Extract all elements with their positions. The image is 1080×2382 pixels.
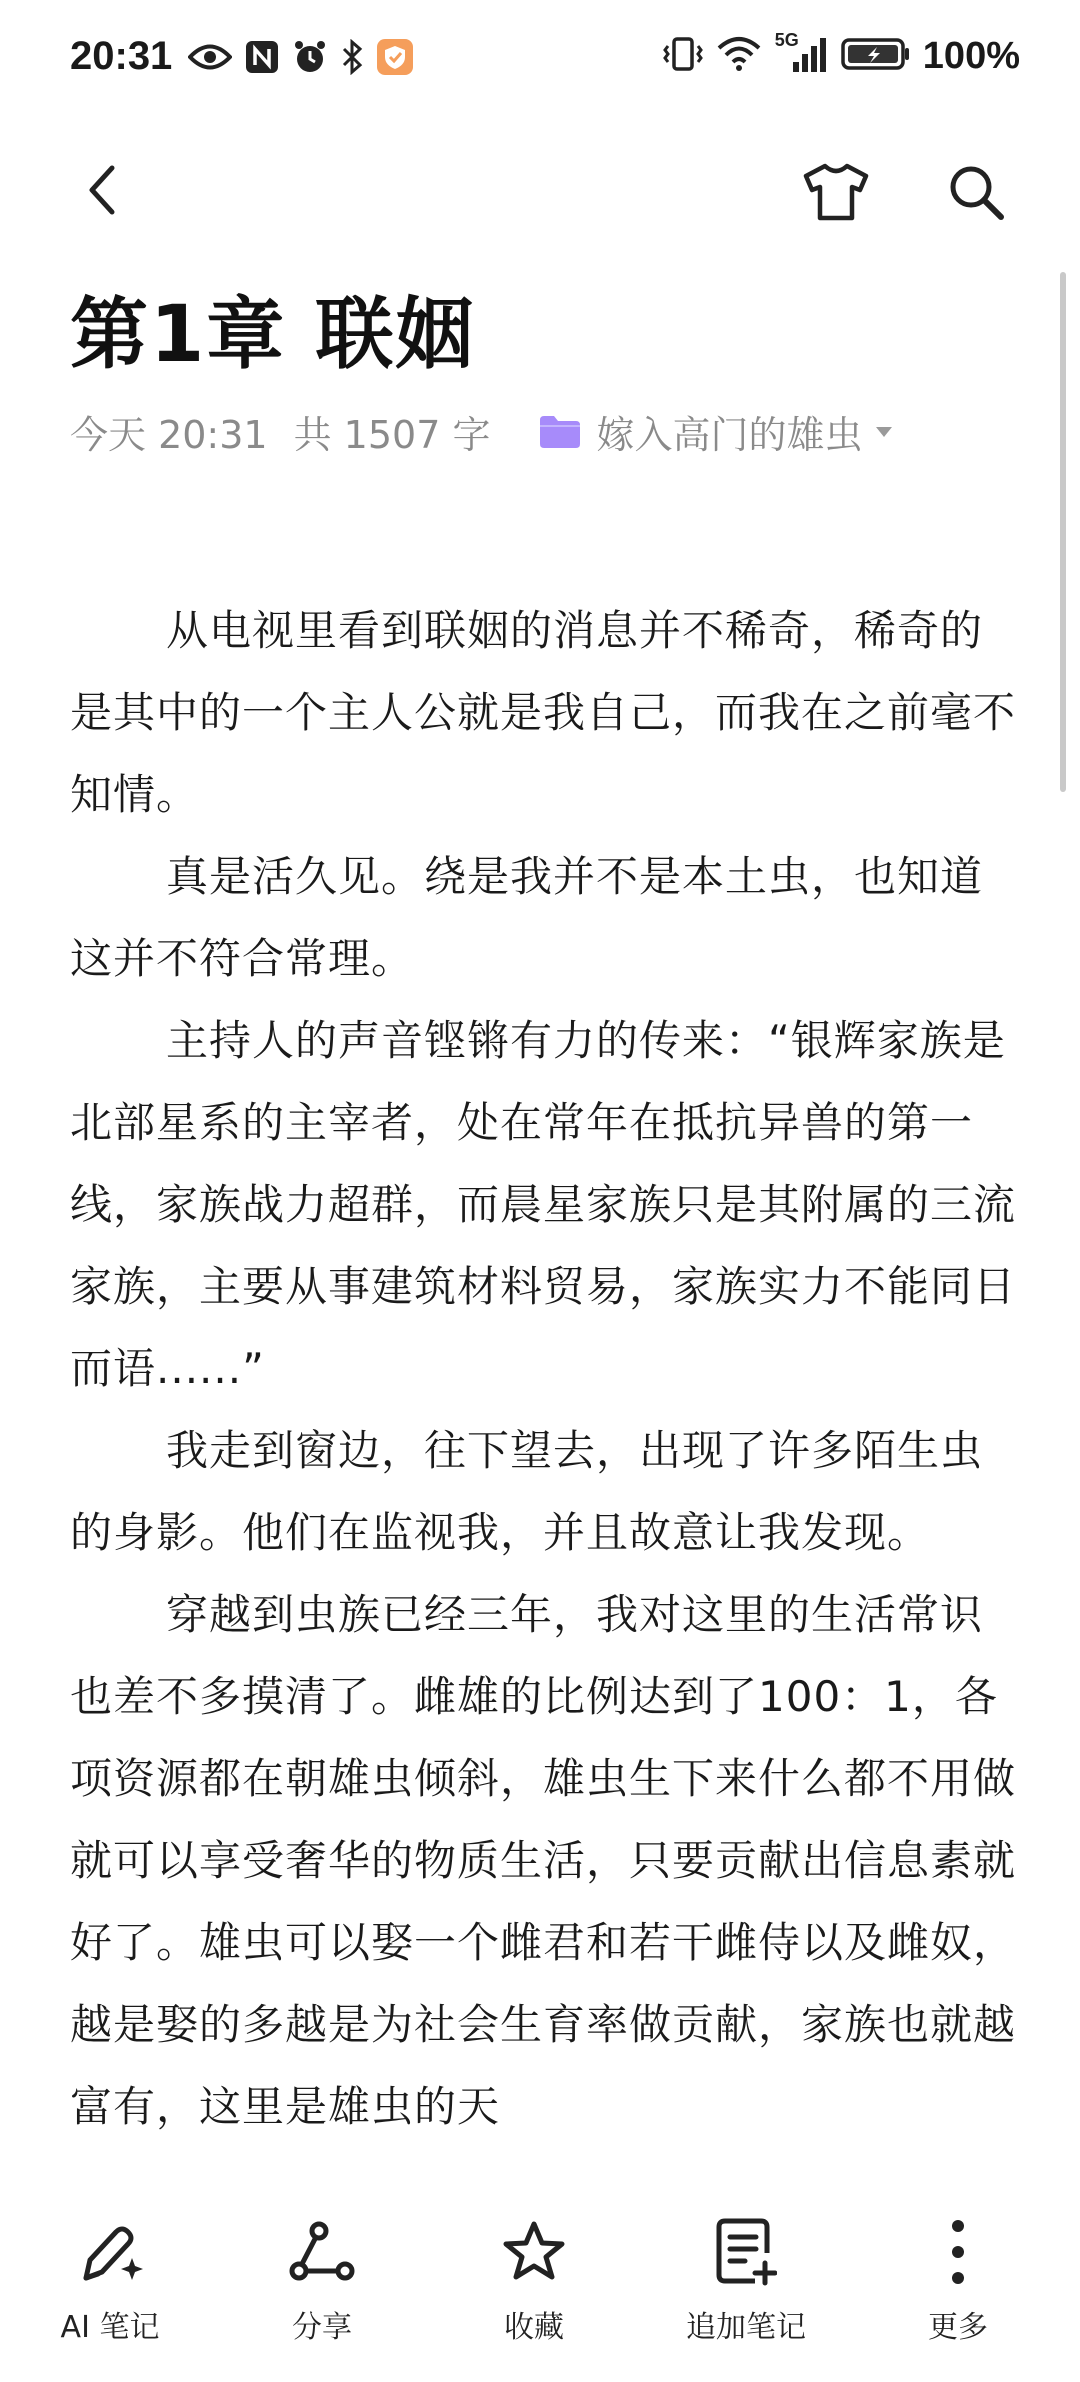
- folder-icon: [538, 414, 582, 450]
- wifi-icon: [717, 36, 761, 76]
- battery-icon: [841, 36, 911, 76]
- note-date: 今天 20:31: [70, 413, 268, 457]
- search-button[interactable]: [940, 156, 1012, 228]
- note-body[interactable]: [70, 590, 1020, 2190]
- alarm-icon: [292, 39, 328, 79]
- favorite-label: 收藏: [504, 2310, 564, 2345]
- star-icon: [501, 2219, 567, 2285]
- status-bar: [0, 0, 1080, 120]
- paragraph: 穿越到虫族已经三年，我对这里的生活常识也差不多摸清了。雌雄的比例达到了100：1，各项资源都在朝雄虫倾斜，雄虫生下来什么都不用做就可以享受奢华的物质生活，只要贡献出信息素就好了。雄虫可以娶一个雌君和若干雌侍以及雌奴，越是娶的多越是为社会生育率做贡献，家族也就越富有，这里是雄虫的天: [70, 1590, 1017, 2131]
- network-type-label: 5G: [774, 30, 799, 50]
- status-time: 20:31: [70, 34, 173, 78]
- theme-button[interactable]: [800, 156, 872, 228]
- add-note-label: 追加笔记: [686, 2310, 806, 2345]
- eye-icon: [188, 42, 232, 76]
- ai-pen-icon: [74, 2216, 146, 2288]
- more-vertical-icon: [948, 2216, 968, 2288]
- ai-note-label: AI 笔记: [60, 2310, 160, 2345]
- paragraph: 真是活久见。绕是我并不是本土虫，也知道这并不符合常理。: [70, 852, 984, 983]
- back-button[interactable]: [72, 160, 132, 220]
- scrollbar-thumb[interactable]: [1060, 272, 1066, 792]
- nfc-icon: [244, 39, 280, 79]
- note-word-count: 共 1507 字: [293, 413, 491, 457]
- paragraph: 从电视里看到联姻的消息并不稀奇，稀奇的是其中的一个主人公就是我自己，而我在之前毫不知情。: [70, 606, 1017, 819]
- shield-app-icon: [376, 38, 414, 80]
- tshirt-icon: [802, 162, 870, 222]
- note-title[interactable]: 第1章 联姻: [70, 290, 476, 380]
- more-label: 更多: [928, 2310, 988, 2345]
- bottom-toolbar: [0, 2188, 1080, 2382]
- more-button[interactable]: [858, 2214, 1058, 2364]
- folder-selector[interactable]: [538, 404, 894, 459]
- add-note-button[interactable]: [646, 2214, 846, 2364]
- paragraph: 主持人的声音铿锵有力的传来：“银辉家族是北部星系的主宰者，处在常年在抵抗异兽的第一线，家族战力超群，而晨星家族只是其附属的三流家族，主要从事建筑材料贸易，家族实力不能同日而语......”: [70, 1016, 1017, 1393]
- folder-name: 嫁入高门的雄虫: [596, 413, 863, 457]
- add-note-icon: [715, 2217, 777, 2287]
- share-label: 分享: [292, 2310, 352, 2345]
- chevron-left-icon: [82, 162, 122, 218]
- caret-down-icon: [874, 425, 894, 439]
- status-right-icons: [661, 30, 1020, 78]
- battery-percentage: 100%: [922, 34, 1020, 77]
- bluetooth-icon: [340, 39, 364, 79]
- note-meta: [70, 404, 894, 459]
- favorite-button[interactable]: [434, 2214, 634, 2364]
- share-button[interactable]: [222, 2214, 422, 2364]
- paragraph: 我走到窗边，往下望去，出现了许多陌生虫的身影。他们在监视我，并且故意让我发现。: [70, 1426, 984, 1557]
- vibrate-icon: [661, 36, 705, 76]
- cellular-signal-icon: [773, 30, 829, 78]
- share-icon: [289, 2219, 355, 2285]
- status-left-icons: [188, 38, 414, 80]
- ai-note-button[interactable]: [10, 2214, 210, 2364]
- top-navigation: [0, 140, 1080, 240]
- search-icon: [946, 162, 1006, 222]
